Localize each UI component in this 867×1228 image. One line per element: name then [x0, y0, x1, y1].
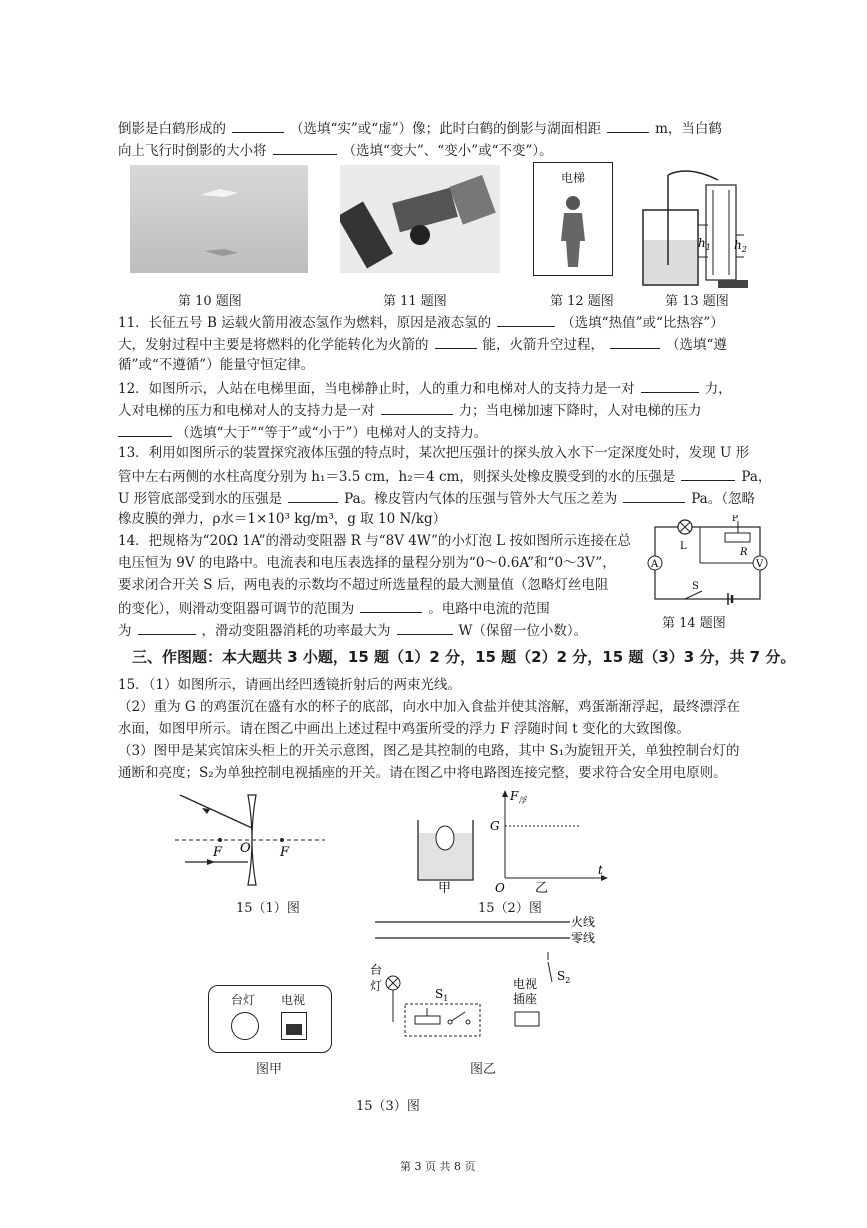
fig12-elevator [533, 162, 613, 276]
fig15-2-figure [410, 788, 610, 893]
q11-blank-1[interactable] [497, 312, 555, 327]
svg-text:G: G [490, 819, 500, 833]
svg-text:R: R [740, 547, 748, 558]
svg-text:F: F [213, 845, 223, 860]
person-icon [534, 163, 612, 275]
svg-text:h1: $h_1$ [698, 236, 711, 252]
elevator-label: 电梯 [560, 171, 585, 185]
fig15-1-lens [170, 790, 330, 890]
q13-line-3: U 形管底部受到水的压强是 Pa。橡皮管内气体的压强与管外大气压之差为 Pa。（忽略 [118, 488, 755, 508]
svg-text:F浮: $F_浮$ [510, 789, 527, 805]
panel-tv-label: 电视 [281, 993, 306, 1007]
fig15-3-caption: 15（3）图 [356, 1099, 420, 1114]
fig12-caption: 第 12 题图 [550, 294, 614, 309]
q10-blank-2[interactable] [607, 118, 649, 133]
svg-text:L: L [680, 541, 687, 552]
q14-line-2: 电压恒为 9V 的电路中。电流表和电压表选择的量程分别为“0～0.6A”和“0～3V”， [118, 555, 616, 571]
svg-text:乙: 乙 [535, 881, 549, 893]
lamp-knob-icon [231, 1012, 259, 1040]
svg-text:h2: $h_2$ [734, 238, 747, 254]
svg-text:S1: $S_1$ [435, 987, 449, 1003]
q12-line-1: 12．如图所示，人站在电梯里面，当电梯静止时，人的重力和电梯对人的支持力是一对 力， [118, 378, 732, 398]
fig15-2-caption: 15（2）图 [478, 901, 542, 916]
fig11-caption: 第 11 题图 [383, 294, 447, 309]
tv-socket-icon [515, 1012, 539, 1026]
q14-line-4: 的变化），则滑动变阻器可调节的范围为 。电路中电流的范围 [118, 598, 550, 618]
svg-text:t: t [598, 863, 603, 877]
svg-text:灯: 灯 [370, 979, 383, 993]
section-3-heading: 三、作图题：本大题共 3 小题，15 题（1）2 分，15 题（2）2 分，15 题（3）3 分，共 7 分。 [132, 648, 796, 666]
q12-blank-2[interactable] [381, 400, 453, 415]
q12-line-2: 人对电梯的压力和电梯对人的支持力是一对 力；当电梯加速下降时，人对电梯的压力 [118, 400, 702, 420]
q15-p2-a: （2）重为 G 的鸡蛋沉在盛有水的杯子的底部，向水中加入食盐并使其溶解，鸡蛋渐渐浮起，最终漂浮在 [118, 699, 740, 715]
q10-line-1: 倒影是白鹤形成的 （选填“实”或“虚”）像；此时白鹤的倒影与湖面相距 m，当白鹤 [118, 118, 722, 138]
q14-blank-3[interactable] [397, 620, 453, 635]
q14-blank-1[interactable] [360, 598, 422, 613]
q13-line-4: 橡皮膜的弹力，ρ水＝1×10³ kg/m³，g 取 10 N/kg） [118, 511, 447, 527]
q14-line-5: 为 ，滑动变阻器消耗的功率最大为 W（保留一位小数）。 [118, 620, 587, 640]
fig10-photo [130, 165, 308, 273]
q11-blank-3[interactable] [610, 334, 660, 349]
q11-line-2: 大，发射过程中主要是将燃料的化学能转化为火箭的 能，火箭升空过程， （选填“遵 [118, 334, 727, 354]
fig14-circuit [640, 515, 770, 610]
q10-blank-3[interactable] [273, 140, 337, 155]
svg-text:A: A [651, 559, 659, 570]
svg-text:S: S [692, 581, 699, 592]
crane-reflection-image [130, 165, 308, 273]
fig15-3-yi-caption: 图乙 [470, 1062, 497, 1077]
tv-switch-icon [281, 1012, 307, 1040]
q13-line-1: 13．利用如图所示的装置探究液体压强的特点时，某次把压强计的探头放入水下一定深度处时，发现 U 形 [118, 445, 750, 461]
fig15-3-circuit [365, 912, 625, 1042]
svg-text:台: 台 [370, 963, 383, 977]
fig13-manometer [638, 165, 748, 295]
q13-line-2: 管中左右两侧的水柱高度分别为 h₁＝3.5 cm，h₂＝4 cm，则探头处橡皮膜受到的水的压强是 Pa， [118, 466, 771, 486]
q15-p1: 15．（1）如图所示，请画出经凹透镜折射后的两束光线。 [118, 677, 462, 693]
svg-text:火线: 火线 [571, 915, 596, 929]
q11-line-1: 11．长征五号 B 运载火箭用液态氢作为燃料，原因是液态氢的 （选填“热值”或“比热容”） [118, 312, 724, 332]
q14-blank-2[interactable] [138, 620, 196, 635]
fig13-caption: 第 13 题图 [665, 294, 729, 309]
fig15-3-jia-caption: 图甲 [256, 1062, 283, 1077]
q14-line-3: 要求闭合开关 S 后，两电表的示数均不超过所选量程的最大测量值（忽略灯丝电阻 [118, 577, 609, 593]
q15-p2-b: 水面，如图甲所示。请在图乙中画出上述过程中鸡蛋所受的浮力 F 浮随时间 t 变化的大致图像。 [118, 721, 690, 737]
q12-blank-3[interactable] [118, 422, 172, 437]
svg-text:电视: 电视 [513, 977, 538, 991]
fig10-caption: 第 10 题图 [178, 294, 242, 309]
panel-lamp-label: 台灯 [231, 993, 256, 1007]
fig14-caption: 第 14 题图 [662, 616, 726, 631]
q10-line-2: 向上飞行时倒影的大小将 （选填“变大”、“变小”或“不变”）。 [118, 140, 553, 160]
svg-text:O: O [240, 841, 251, 856]
q15-p3-a: （3）图甲是某宾馆床头柜上的开关示意图，图乙是其控制的电路，其中 S₁为旋钮开关，单独控制台灯的 [118, 743, 740, 759]
q14-line-1: 14．把规格为“20Ω 1A”的滑动变阻器 R 与“8V 4W”的小灯泡 L 按如图所示连接在总 [118, 533, 631, 549]
svg-text:F: F [280, 845, 290, 860]
q12-blank-1[interactable] [641, 378, 699, 393]
page-footer: 第 3 页 共 8 页 [400, 1160, 476, 1173]
svg-text:零线: 零线 [571, 931, 596, 945]
fig11-photo [340, 165, 500, 273]
svg-text:P: P [732, 515, 739, 524]
svg-text:V: V [756, 559, 764, 570]
q13-blank-1[interactable] [681, 466, 735, 481]
q13-blank-3[interactable] [623, 488, 685, 503]
rocket-satellite-image [340, 165, 500, 273]
q13-blank-2[interactable] [288, 488, 338, 503]
q11-line-3: 循”或“不遵循”）能量守恒定律。 [118, 357, 315, 373]
q10-blank-1[interactable] [232, 118, 284, 133]
bedside-switch-panel [208, 985, 332, 1053]
q12-line-3: （选填“大于”“等于”或“小于”）电梯对人的支持力。 [118, 422, 487, 442]
svg-text:插座: 插座 [513, 992, 538, 1006]
q15-p3-b: 通断和亮度；S₂为单独控制电视插座的开关。请在图乙中将电路图连接完整，要求符合安全用电原则。 [118, 765, 727, 781]
svg-text:O: O [495, 881, 505, 893]
svg-text:S2: $S_2$ [557, 969, 571, 985]
q11-blank-2[interactable] [435, 334, 477, 349]
svg-text:甲: 甲 [438, 881, 452, 893]
fig15-1-caption: 15（1）图 [236, 901, 300, 916]
